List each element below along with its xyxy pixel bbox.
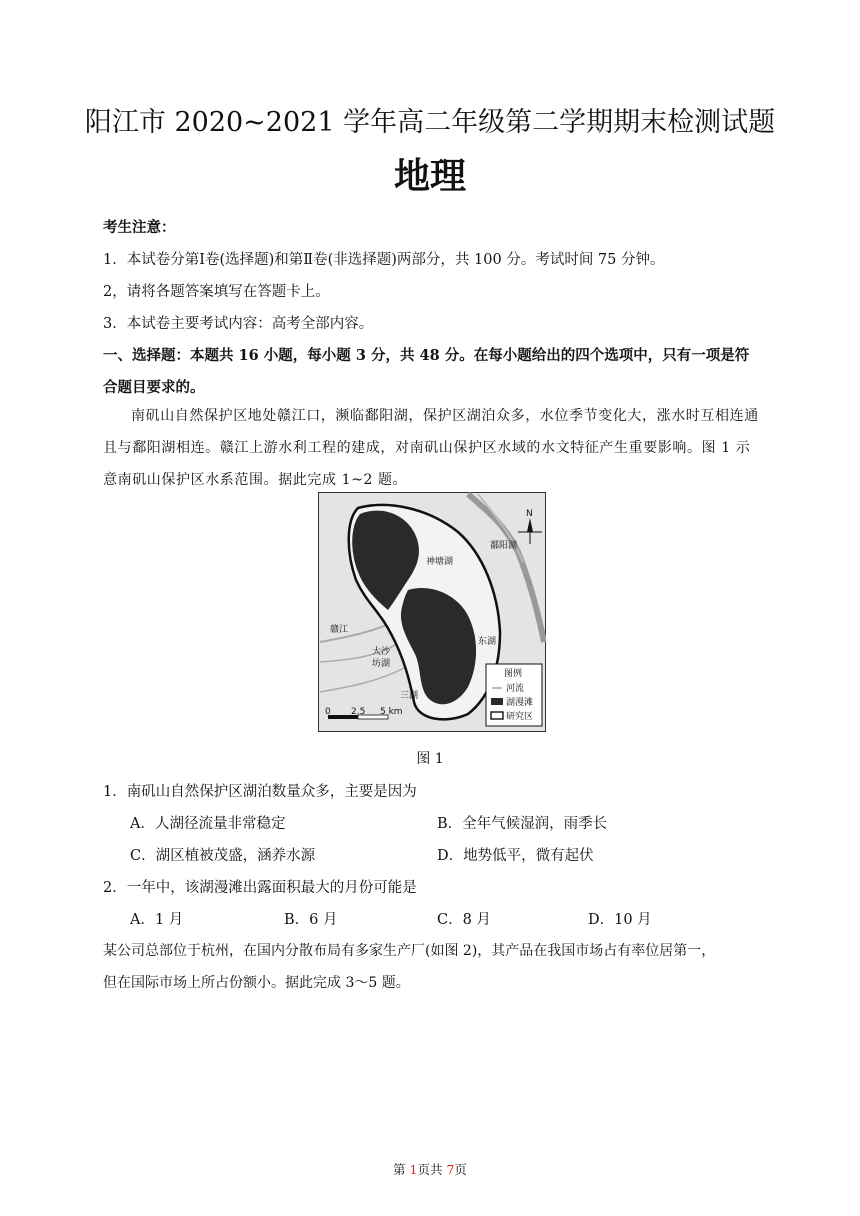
page-footer	[0, 1160, 860, 1178]
scale-label-0: 0	[325, 707, 331, 717]
figure-1-caption: 图 1	[416, 751, 444, 767]
footer-suffix: 页	[454, 1162, 467, 1177]
question-1-stem: 1．南矶山自然保护区湖泊数量众多，主要是因为	[103, 784, 417, 800]
question-1-option-d: D．地势低平，微有起伏	[437, 848, 594, 864]
notice-item-1: 1．本试卷分第Ⅰ卷(选择题)和第Ⅱ卷(非选择题)两部分，共 100 分。考试时间 75 分钟。	[103, 252, 665, 268]
map-label-poyang: 鄱阳湖	[490, 541, 518, 551]
notice-item-3: 3．本试卷主要考试内容：高考全部内容。	[103, 316, 374, 332]
section-heading-line1: 一、选择题：本题共 16 小题，每小题 3 分，共 48 分。在每小题给出的四个选项中，只有一项是符	[103, 347, 750, 364]
map-label-sanhu: 三湖	[400, 691, 419, 701]
question-2-option-b: B．6 月	[284, 912, 338, 928]
map-label-dasha-1: 大沙	[372, 647, 391, 657]
footer-total-pages: 7	[446, 1162, 455, 1177]
question-1-option-b: B．全年气候湿润，雨季长	[437, 816, 608, 832]
footer-middle: 页共	[417, 1162, 447, 1177]
question-2-stem: 2．一年中，该湖漫滩出露面积最大的月份可能是	[103, 880, 417, 896]
section-heading-line2: 合题目要求的。	[103, 379, 205, 396]
question-2-option-c: C．8 月	[437, 912, 491, 928]
question-2-option-d: D．10 月	[588, 912, 652, 928]
legend-beach: 湖漫滩	[506, 698, 534, 708]
map-label-north: N	[526, 509, 533, 519]
passage-1: 南矶山自然保护区地处赣江口，濒临鄱阳湖，保护区湖泊众多，水位季节变化大，涨水时互相连通且与鄱阳湖相连。赣江上游水利工程的建成，对南矶山保护区水域的水文特征产生重要影响。图 1 示意南矶山保护区水系范围。据此完成 1~2 题。	[103, 408, 759, 488]
legend-title: 图例	[504, 669, 523, 679]
map-label-dasha-2: 坊湖	[372, 659, 391, 669]
footer-prefix: 第	[393, 1162, 410, 1177]
passage-2-line1: 某公司总部位于杭州，在国内分散布局有多家生产厂(如图 2)，其产品在我国市场占有率位居第一，	[103, 943, 716, 959]
scale-label-5km: 5 km	[380, 707, 403, 717]
question-1-option-a: A．人湖径流量非常稳定	[130, 816, 286, 832]
question-2-option-a: A．1 月	[130, 912, 184, 928]
legend-river: 河流	[506, 684, 525, 694]
figure-1-map	[318, 492, 546, 732]
notice-item-2: 2，请将各题答案填写在答题卡上。	[103, 284, 330, 300]
notice-heading: 考生注意：	[103, 219, 176, 236]
map-label-donghu: 东湖	[478, 637, 497, 647]
exam-title: 阳江市 2020~2021 学年高二年级第二学期期末检测试题	[84, 107, 776, 138]
map-label-ganjiang: 赣江	[330, 625, 349, 635]
subject-title: 地理	[393, 156, 466, 197]
legend-study-area: 研究区	[506, 712, 534, 722]
footer-page-number: 1	[409, 1162, 418, 1177]
question-1-option-c: C．湖区植被茂盛，涵养水源	[130, 848, 316, 864]
scale-label-2-5: 2.5	[351, 707, 366, 717]
passage-2-line2: 但在国际市场上所占份额小。据此完成 3～5 题。	[103, 975, 410, 991]
map-label-shentang: 神塘湖	[426, 557, 454, 567]
